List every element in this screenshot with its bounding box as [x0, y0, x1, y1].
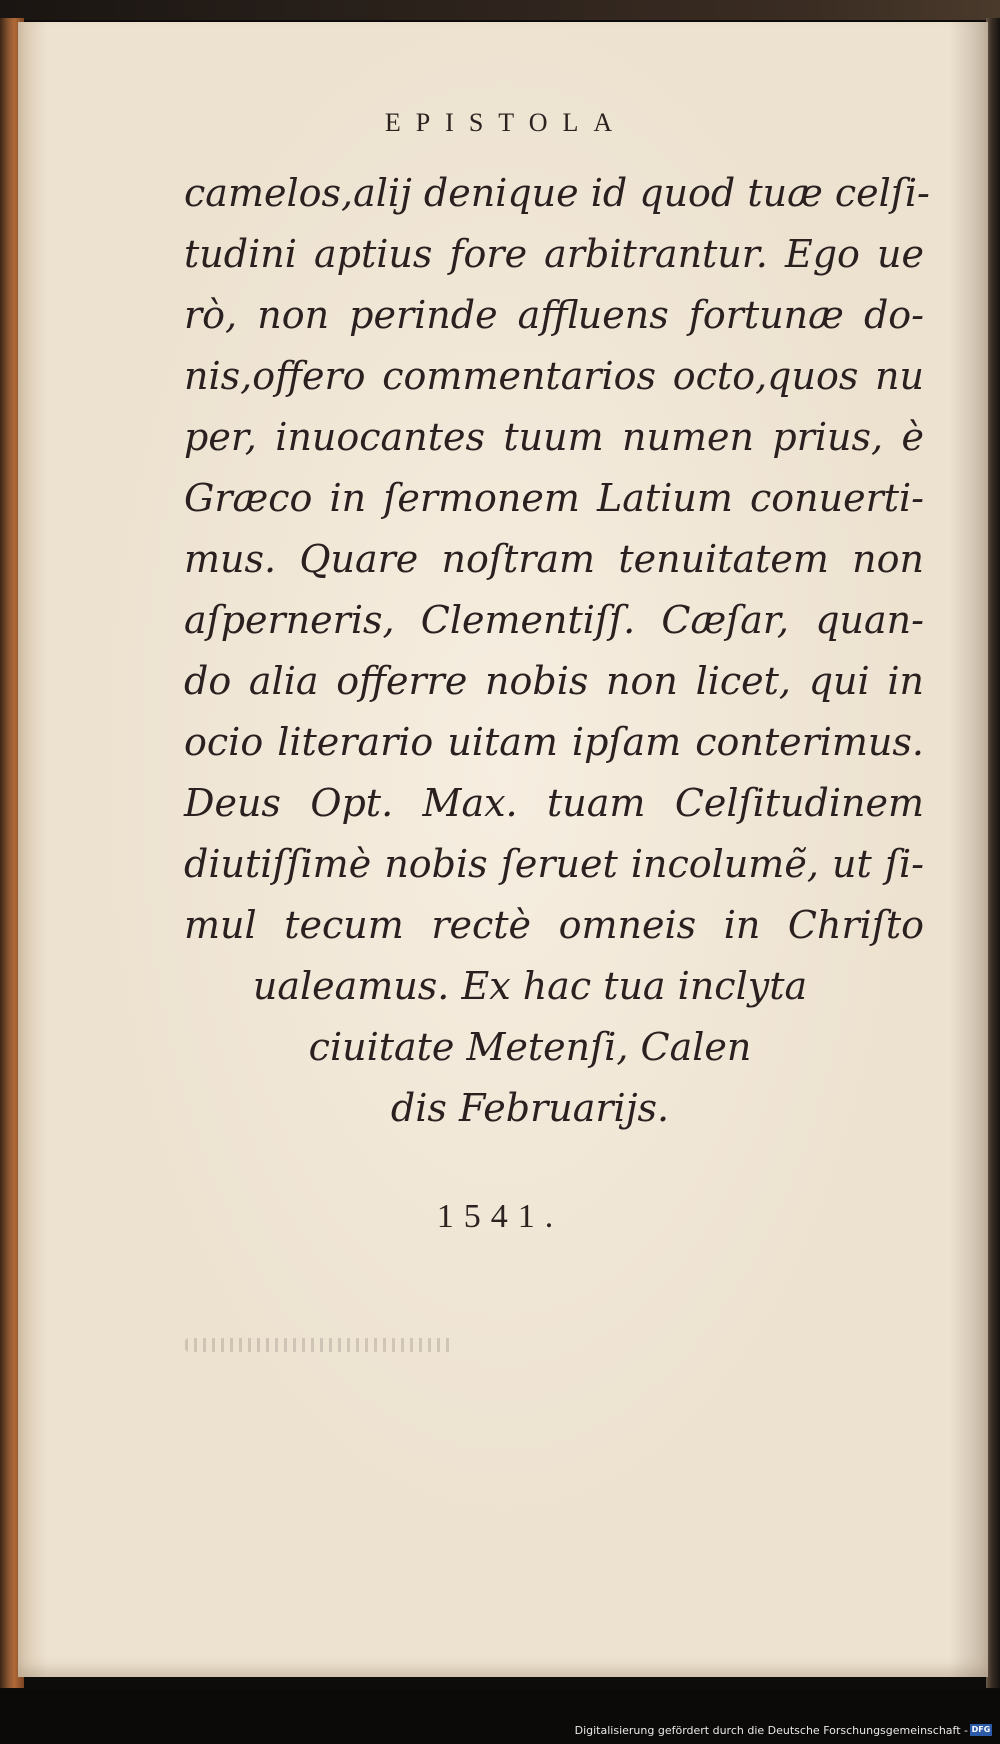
- text-line: rò, non perinde affluens fortunæ do-: [184, 293, 924, 337]
- text-line: per, inuocantes tuum numen prius, è: [184, 415, 924, 459]
- text-line: Deus Opt. Max. tuam Celſitudinem: [184, 781, 924, 825]
- text-line: mus. Quare noſtram tenuitatem non: [184, 537, 924, 581]
- text-line: dis Februarijs.: [390, 1086, 670, 1130]
- book-binding-right: [986, 18, 1000, 1688]
- year-line: 1541.: [436, 1198, 564, 1235]
- dfg-logo-icon: DFG: [971, 1725, 991, 1734]
- scan-top-edge: [0, 0, 1000, 20]
- text-line: ocio literario uitam ipſam conterimus.: [184, 720, 924, 764]
- text-line: aſperneris, Clementiſſ. Cæſar, quan-: [184, 598, 924, 642]
- text-line: ciuitate Metenſi, Calen: [308, 1025, 752, 1069]
- text-line: tudini aptius fore arbitrantur. Ego ue: [184, 232, 924, 276]
- text-line: Græco in ſermonem Latium conuerti-: [184, 476, 924, 520]
- funding-credit: Digitalisierung gefördert durch die Deutsche Forschungsgemeinschaft -: [574, 1724, 968, 1737]
- text-line: nis,offero commentarios octo,quos nu: [184, 354, 924, 398]
- text-line: do alia offerre nobis non licet, qui in: [184, 659, 924, 703]
- print-smudge: [185, 1338, 455, 1352]
- text-line: ualeamus. Ex hac tua inclyta: [252, 964, 808, 1008]
- text-line: camelos,alij denique id quod tuæ celſi-: [184, 171, 930, 215]
- page-header: EPISTOLA: [384, 108, 628, 137]
- text-line: mul tecum rectè omneis in Chriſto: [184, 903, 924, 947]
- text-line: diutiſſimè nobis ſeruet incolumẽ, ut ſi-: [184, 842, 924, 886]
